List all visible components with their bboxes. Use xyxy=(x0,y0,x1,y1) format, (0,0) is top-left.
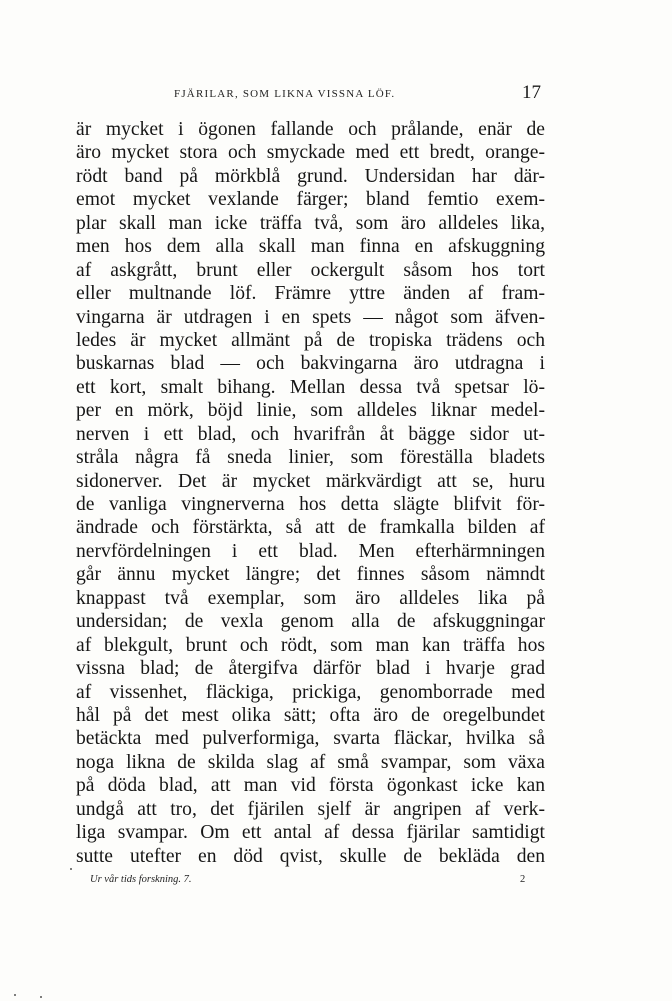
text-line: knappast två exemplar, som äro alldeles lika på xyxy=(76,587,545,609)
text-line: på döda blad, att man vid första ögonkast icke kan xyxy=(76,775,545,797)
text-line: vingarna är utdragen i en spets — något som äfven- xyxy=(76,306,545,328)
text-line: ändrade och förstärkta, så att de framkalla bilden af xyxy=(76,517,545,539)
text-line: ett kort, smalt bihang. Mellan dessa två spetsar lö- xyxy=(76,376,545,398)
text-line: eller multnande löf. Främre yttre änden af fram- xyxy=(76,283,545,305)
text-line: plar skall man icke träffa två, som äro alldeles lika, xyxy=(76,212,545,234)
text-line: hål på det mest olika sätt; ofta äro de oregelbundet xyxy=(76,704,545,726)
text-line: emot mycket vexlande färger; bland femtio exem- xyxy=(76,189,545,211)
text-line: undersidan; de vexla genom alla de afskuggningar xyxy=(76,611,545,633)
paper-speck xyxy=(14,994,16,996)
text-line: sutte utefter en död qvist, skulle de bekläda den xyxy=(76,845,545,867)
text-line: buskarnas blad — och bakvingarna äro utdragna i xyxy=(76,353,545,375)
text-line: af vissenhet, fläckiga, prickiga, genomborrade med xyxy=(76,681,545,703)
paper-speck xyxy=(40,996,42,998)
body-text xyxy=(76,118,545,868)
text-line: vissna blad; de återgifva därför blad i hvarje grad xyxy=(76,658,545,680)
text-line: går ännu mycket längre; det finnes såsom nämndt xyxy=(76,564,545,586)
text-line: rödt band på mörkblå grund. Undersidan har där- xyxy=(76,165,545,187)
text-line: af askgrått, brunt eller ockergult såsom hos tort xyxy=(76,259,545,281)
text-line: men hos dem alla skall man finna en afskuggning xyxy=(76,236,545,258)
text-line: ledes är mycket allmänt på de tropiska trädens och xyxy=(76,329,545,351)
text-line: äro mycket stora och smyckade med ett bredt, orange- xyxy=(76,142,545,164)
page-number: 17 xyxy=(522,82,541,103)
sheet-number: 2 xyxy=(520,874,526,885)
signature-mark: Ur vår tids forskning. 7. xyxy=(90,874,192,885)
text-line: betäckta med pulverformiga, svarta fläckar, hvilka så xyxy=(76,728,545,750)
paper-speck xyxy=(70,868,72,870)
text-line: nervfördelningen i ett blad. Men efterhärmningen xyxy=(76,540,545,562)
text-line: af blekgult, brunt och rödt, som man kan träffa hos xyxy=(76,634,545,656)
text-line: nerven i ett blad, och hvarifrån åt bägge sidor ut- xyxy=(76,423,545,445)
text-line: noga likna de skilda slag af små svampar, som växa xyxy=(76,751,545,773)
text-line: per en mörk, böjd linie, som alldeles liknar medel- xyxy=(76,400,545,422)
text-line: är mycket i ögonen fallande och prålande, enär de xyxy=(76,119,545,140)
text-line: sidonerver. Det är mycket märkvärdigt att se, huru xyxy=(76,470,545,492)
text-line: stråla några få sneda linier, som föreställa bladets xyxy=(76,447,545,469)
text-line: de vanliga vingnerverna hos detta slägte blifvit för- xyxy=(76,494,545,515)
text-line: undgå att tro, det fjärilen sjelf är angripen af verk- xyxy=(76,798,545,820)
running-title: FJÄRILAR, SOM LIKNA VISSNA LÖF. xyxy=(174,88,396,100)
text-line: liga svampar. Om ett antal af dessa fjärilar samtidigt xyxy=(76,822,545,844)
